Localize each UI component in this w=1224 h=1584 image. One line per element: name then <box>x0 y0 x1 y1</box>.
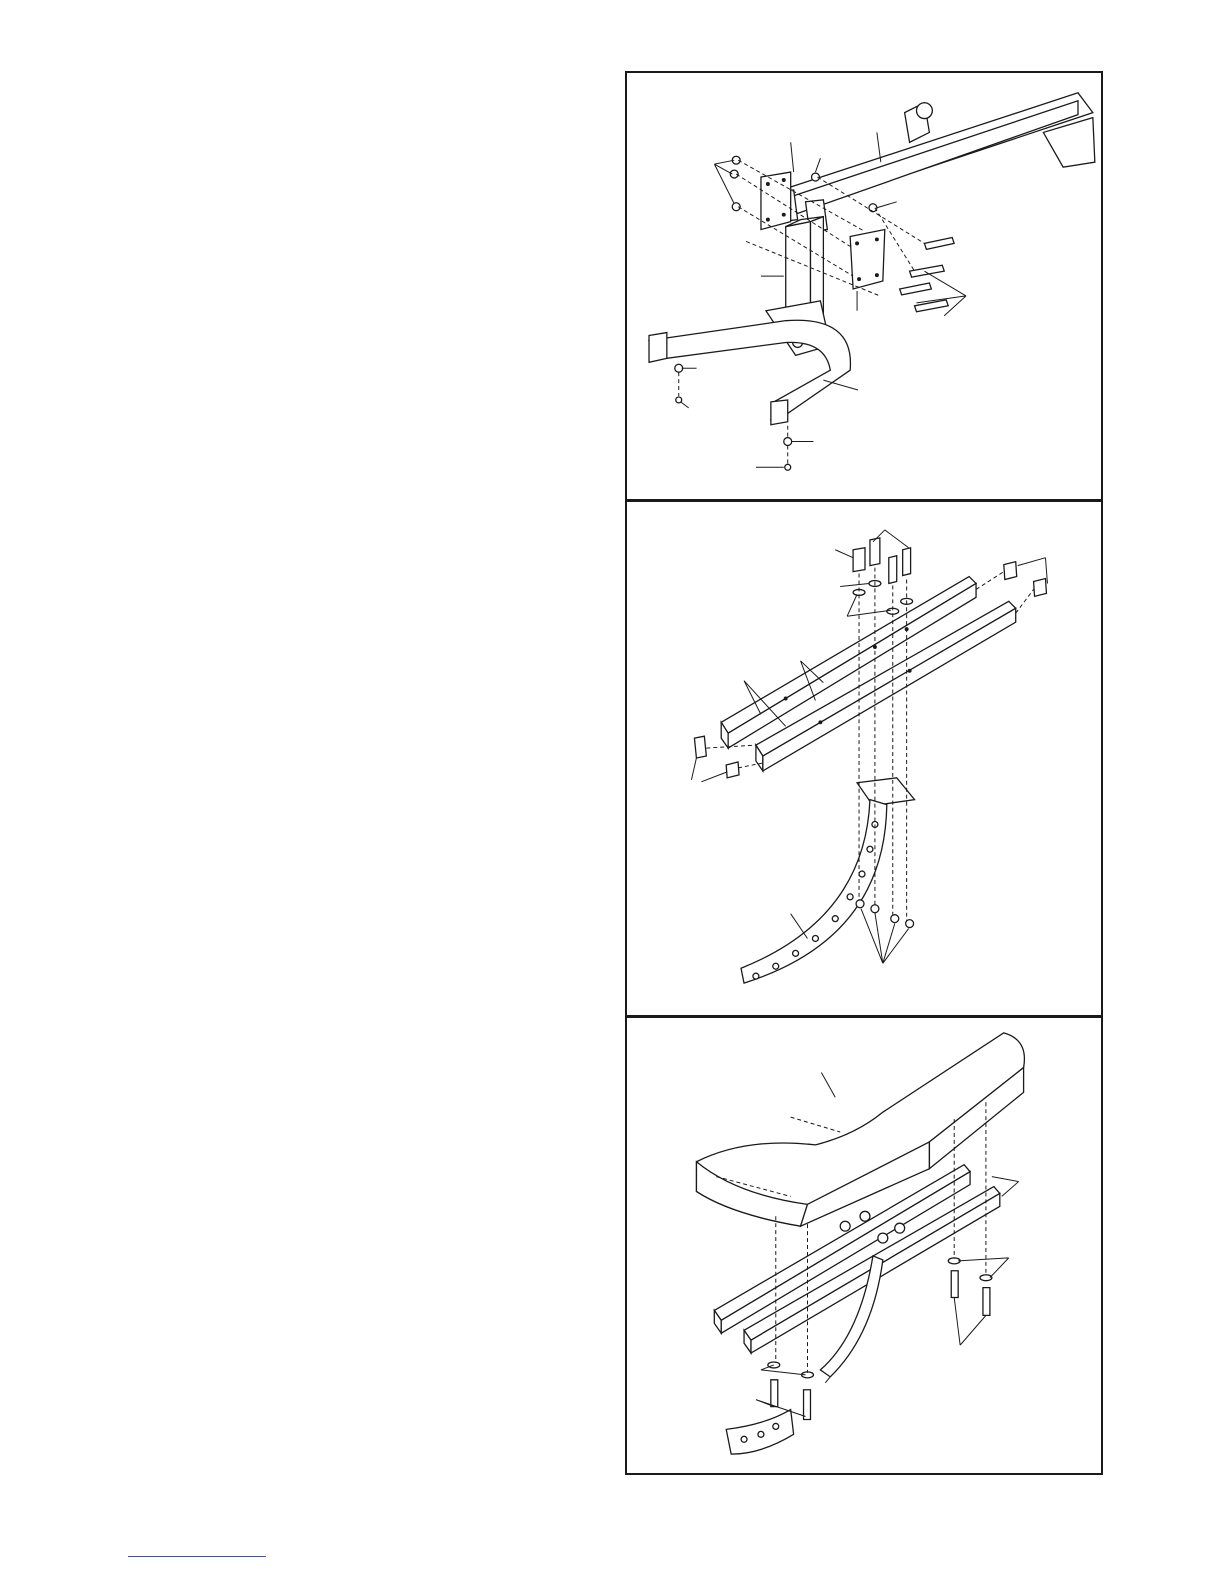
bottom-nuts <box>856 900 914 928</box>
footer-link-rule <box>128 1556 266 1557</box>
step-diagram-frame-assembly <box>625 71 1103 501</box>
step-diagram-seat-rails <box>625 500 1103 1017</box>
seat-rails-diagram-icon <box>627 502 1101 1015</box>
end-caps <box>694 562 1046 778</box>
step-diagram-seat-pad <box>625 1016 1103 1475</box>
top-bolts <box>853 538 912 614</box>
main-frame-tube <box>776 93 1095 232</box>
callout-lines <box>691 530 1047 963</box>
seat-rails <box>721 577 1016 771</box>
seat-pad-diagram-icon <box>627 1018 1101 1473</box>
curved-bracket <box>741 778 915 983</box>
frame-assembly-diagram-icon <box>627 73 1101 499</box>
